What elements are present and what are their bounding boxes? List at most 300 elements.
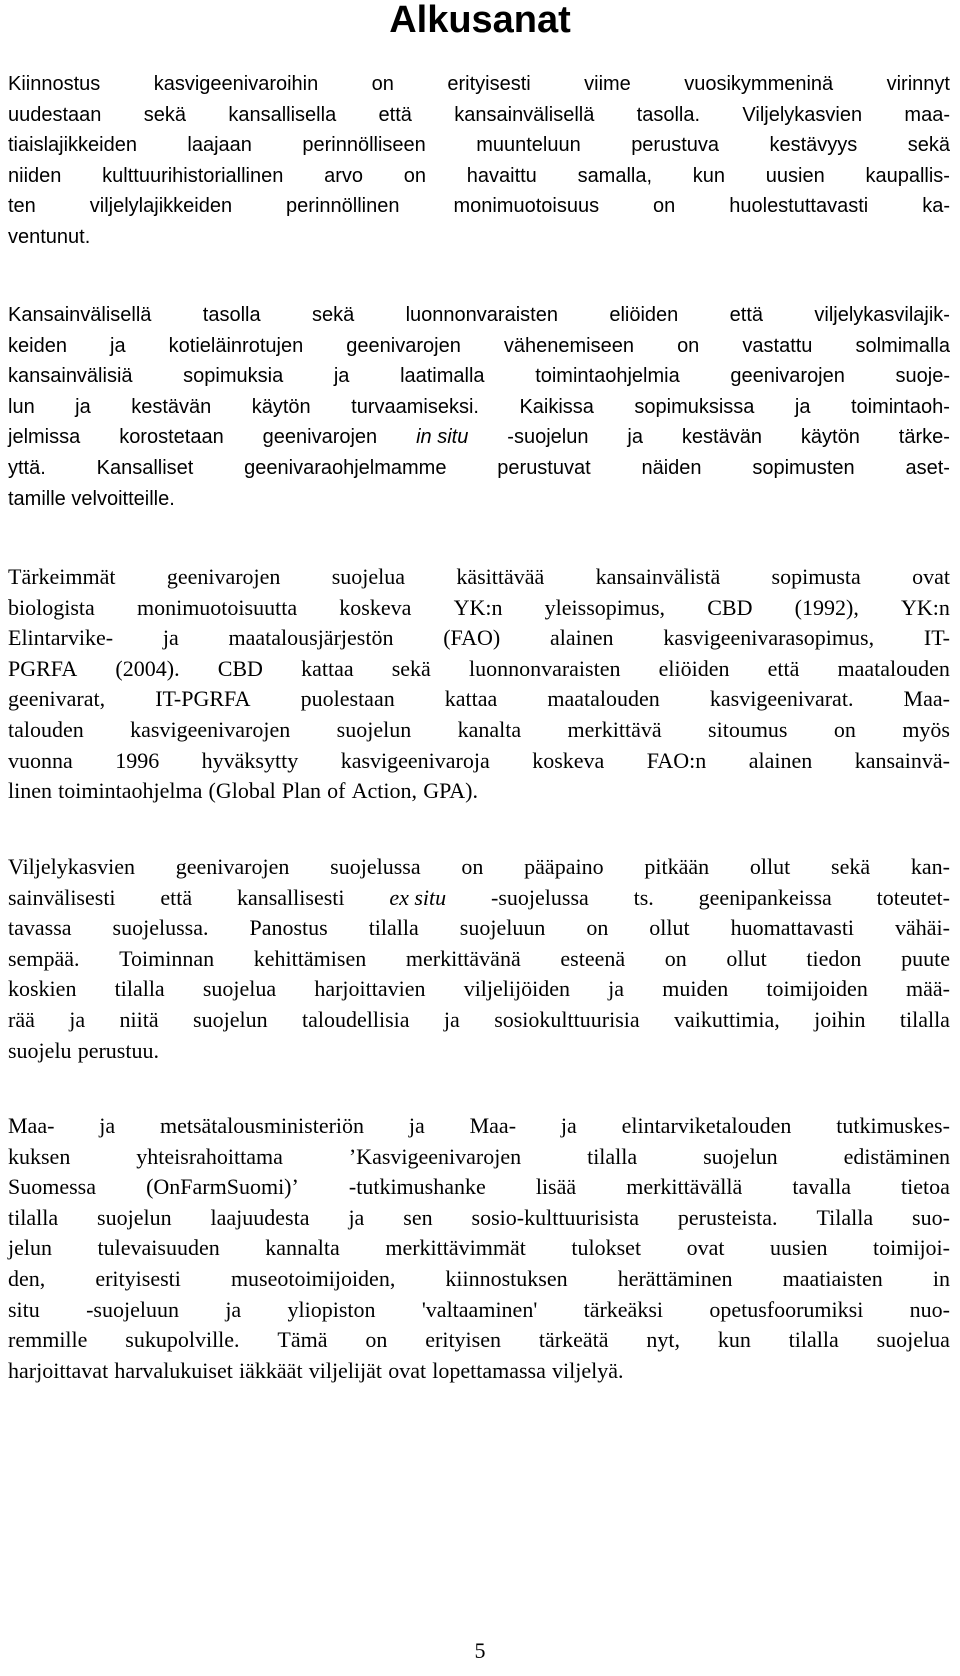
word: maa-: [904, 103, 950, 126]
word: ’Kasvigeenivarojen: [348, 1143, 522, 1169]
word: käytön: [251, 395, 311, 418]
word: ventunut.: [8, 225, 91, 248]
word: tärke-: [898, 426, 950, 449]
word: ja: [608, 976, 625, 1002]
word: sen: [403, 1204, 433, 1230]
word: perusteista.: [677, 1204, 778, 1230]
word: kotieläinrotujen: [168, 334, 304, 357]
text-line: [8, 1142, 950, 1173]
word: suoje-: [895, 365, 950, 388]
word: viljelijät: [308, 1357, 383, 1383]
word: (1992),: [794, 594, 859, 620]
word: suojelua: [876, 1327, 950, 1353]
word: IT-PGRFA: [155, 686, 251, 712]
word: arvo: [324, 164, 363, 187]
word: Kansalliset: [96, 456, 194, 479]
word: toteutet-: [876, 884, 950, 910]
word: hyväksytty: [201, 747, 299, 773]
text-line: [8, 484, 950, 515]
word: geenivarojen: [346, 334, 461, 357]
word: monimuotoisuutta: [136, 594, 298, 620]
text-line: [8, 1005, 950, 1036]
word: suojelua: [331, 564, 406, 589]
text-line: [8, 300, 950, 331]
word: luonnonvaraisten: [468, 655, 621, 681]
word: iäkkäät: [239, 1357, 303, 1383]
word: vähäi-: [895, 915, 950, 941]
word: tiaislajikkeiden: [8, 134, 137, 157]
word: 'valtaaminen': [421, 1296, 538, 1322]
word: on: [664, 945, 687, 971]
word: edistäminen: [843, 1143, 950, 1169]
word: geenipankeissa: [698, 884, 832, 910]
word: kehittämisen: [253, 945, 367, 971]
text-line: [8, 130, 950, 161]
word: ja: [225, 1296, 242, 1322]
word: lun: [8, 395, 35, 418]
word: kan-: [910, 854, 950, 879]
word: huolestuttavasti: [729, 195, 869, 218]
word: CBD: [217, 655, 263, 681]
word: suojelun: [193, 1006, 268, 1032]
word: käytön: [800, 426, 860, 449]
word: ja: [99, 1113, 116, 1138]
word: herättäminen: [617, 1265, 733, 1291]
word: eliöiden: [658, 655, 730, 681]
word: käsittävää: [456, 564, 545, 589]
word: nyt,: [646, 1327, 680, 1353]
word: in: [932, 1265, 950, 1291]
word: YK:n: [453, 594, 503, 620]
word: aset-: [905, 456, 950, 479]
text-line: [8, 776, 950, 807]
text-line: [8, 191, 950, 222]
word: kun: [717, 1327, 751, 1353]
word: ja: [333, 365, 350, 388]
word: suojelun: [97, 1204, 172, 1230]
word: että: [160, 884, 193, 910]
word: linen: [8, 778, 52, 804]
word: geenivarojen: [730, 365, 845, 388]
word: harjoittavat: [8, 1357, 109, 1383]
word: viljelijöiden: [463, 976, 571, 1002]
word: viime: [584, 73, 631, 95]
word: in situ: [416, 426, 469, 449]
word: erityisesti: [95, 1265, 181, 1291]
text-line: [8, 654, 950, 685]
word: Toiminnan: [119, 945, 215, 971]
text-line: [8, 684, 950, 715]
word: rää: [8, 1006, 35, 1032]
word: huomattavasti: [730, 915, 855, 941]
word: koskeva: [339, 594, 412, 620]
word: tilalla: [587, 1143, 638, 1169]
word: Elintarvike-: [8, 625, 114, 651]
word: Action,: [351, 778, 418, 804]
word: YK:n: [901, 594, 950, 620]
word: sekä: [391, 655, 431, 681]
word: on: [586, 915, 609, 941]
word: virinnyt: [886, 73, 950, 95]
word: ts.: [633, 884, 654, 910]
text-line: [8, 593, 950, 624]
word: solmimalla: [855, 334, 950, 357]
word: puolestaan: [300, 686, 395, 712]
word: ja: [560, 1113, 577, 1138]
word: tilalla: [788, 1327, 839, 1353]
word: sekä: [831, 854, 871, 879]
text-line: [8, 361, 950, 392]
word: koskien: [8, 976, 77, 1002]
word: den,: [8, 1265, 46, 1291]
text-line: [8, 1295, 950, 1326]
text-line: [8, 913, 950, 944]
word: tasolla.: [636, 103, 701, 126]
word: koskeva: [532, 747, 605, 773]
word: merkittävänä: [405, 945, 521, 971]
word: muiden: [662, 976, 729, 1002]
word: Kaikissa: [519, 395, 594, 418]
word: turvaamiseksi.: [351, 395, 479, 418]
word: ollut: [749, 854, 791, 879]
text-line: [8, 1356, 950, 1387]
word: harjoittavien: [314, 976, 426, 1002]
word: merkittävimmät: [385, 1235, 526, 1261]
word: of: [327, 778, 346, 804]
word: sosio-kulttuurisista: [471, 1204, 639, 1230]
word: on: [833, 716, 856, 742]
word: 1996: [115, 747, 160, 773]
word: suojelua: [202, 976, 277, 1002]
text-line: [8, 1325, 950, 1356]
word: merkittävä: [567, 716, 662, 742]
word: kanalta: [457, 716, 522, 742]
text-line: [8, 883, 950, 914]
word: kasvigeenivaroja: [340, 747, 490, 773]
word: Viljelykasvien: [742, 103, 863, 126]
word: laajuudesta: [210, 1204, 310, 1230]
word: toimijoiden: [766, 976, 868, 1002]
word: ten: [8, 195, 36, 218]
word: geenivaraohjelmamme: [244, 456, 447, 479]
word: taloudellisia: [301, 1006, 410, 1032]
word: korostetaan: [119, 426, 224, 449]
word: tutkimuskes-: [836, 1113, 950, 1138]
paragraph-2: [8, 300, 950, 514]
word: muunteluun: [476, 134, 581, 157]
word: harvalukuiset: [114, 1357, 233, 1383]
word: uusien: [765, 164, 825, 187]
word: kestävän: [131, 395, 212, 418]
word: ollut: [726, 945, 767, 971]
word: ovat: [912, 564, 950, 589]
word: situ: [8, 1296, 40, 1322]
paragraph-5: [8, 1111, 950, 1386]
word: Tämä: [277, 1327, 328, 1353]
word: tasolla: [202, 304, 261, 326]
word: FAO:n: [646, 747, 707, 773]
word: talouden: [8, 716, 84, 742]
word: (OnFarmSuomi)’: [146, 1174, 299, 1200]
word: keiden: [8, 334, 67, 357]
word: vuonna: [8, 747, 73, 773]
word: kansallisesti: [236, 884, 345, 910]
word: museotoimijoiden,: [230, 1265, 396, 1291]
word: tärkeätä: [538, 1327, 609, 1353]
word: että: [767, 655, 800, 681]
word: sopimuksissa: [634, 395, 755, 418]
word: tilalla: [899, 1006, 950, 1032]
word: toimintaohjelmia: [535, 365, 680, 388]
word: ovat: [686, 1235, 725, 1261]
word: laajaan: [187, 134, 252, 157]
word: (FAO): [443, 625, 501, 651]
text-line: [8, 1264, 950, 1295]
word: sopimuksia: [183, 365, 284, 388]
word: elintarviketalouden: [621, 1113, 792, 1138]
word: suojeluun: [459, 915, 546, 941]
word: tärkeäksi: [583, 1296, 663, 1322]
word: suojelussa: [330, 854, 421, 879]
text-line: [8, 1036, 950, 1067]
word: ja: [408, 1113, 425, 1138]
word: Plan: [281, 778, 321, 804]
word: tilalla: [114, 976, 165, 1002]
word: erityisen: [425, 1327, 501, 1353]
word: kun: [692, 164, 726, 187]
word: viljelyä.: [552, 1357, 624, 1383]
word: PGRFA: [8, 655, 78, 681]
word: toimijoi-: [873, 1235, 950, 1261]
word: metsätalousministeriön: [159, 1113, 365, 1138]
word: -suojelun: [507, 426, 589, 449]
text-line: [8, 69, 950, 100]
word: kannalta: [265, 1235, 340, 1261]
text-line: [8, 1233, 950, 1264]
text-line: [8, 222, 950, 253]
word: niiden: [8, 164, 62, 187]
word: Panostus: [249, 915, 328, 941]
word: on: [461, 854, 484, 879]
text-line: [8, 623, 950, 654]
text-line: [8, 1111, 950, 1142]
word: ja: [627, 426, 643, 449]
word: puute: [901, 945, 950, 971]
word: myös: [902, 716, 950, 742]
word: ka-: [922, 195, 950, 218]
word: kansainvä-: [854, 747, 950, 773]
word: opetusfoorumiksi: [709, 1296, 864, 1322]
word: (Global: [208, 778, 276, 804]
word: geenivarojen: [166, 564, 281, 589]
word: CBD: [707, 594, 753, 620]
text-line: [8, 100, 950, 131]
word: esteenä: [560, 945, 626, 971]
word: IT-: [923, 625, 950, 651]
paragraph-4: [8, 852, 950, 1066]
word: Kiinnostus: [8, 73, 101, 95]
word: on: [365, 1327, 388, 1353]
word: ja: [348, 1204, 365, 1230]
word: suojelun: [703, 1143, 778, 1169]
word: ex situ: [389, 884, 447, 910]
word: kasvigeenivarojen: [130, 716, 291, 742]
word: luonnonvaraisten: [405, 304, 558, 326]
word: sitoumus: [708, 716, 788, 742]
word: uudestaan: [8, 103, 102, 126]
text-line: [8, 453, 950, 484]
word: pitkään: [644, 854, 710, 879]
word: tulokset: [571, 1235, 642, 1261]
word: Maa-: [903, 686, 950, 712]
word: kiinnostuksen: [445, 1265, 568, 1291]
word: monimuotoisuus: [453, 195, 600, 218]
word: alainen: [550, 625, 614, 651]
word: toimintaohjelma: [58, 778, 203, 804]
word: sopimusten: [752, 456, 855, 479]
text-line: [8, 944, 950, 975]
word: tavalla: [792, 1174, 851, 1200]
word: -suojelussa: [491, 884, 589, 910]
word: maatalouden: [547, 686, 660, 712]
word: on: [371, 73, 394, 95]
word: niitä: [119, 1006, 159, 1032]
word: maatalousjärjestön: [228, 625, 394, 651]
word: tietoa: [901, 1174, 950, 1200]
word: ja: [443, 1006, 460, 1032]
text-line: [8, 1172, 950, 1203]
word: tavassa: [8, 915, 72, 941]
word: kulttuurihistoriallinen: [102, 164, 284, 187]
word: tamille: [8, 487, 66, 510]
paragraph-3: [8, 562, 950, 807]
word: geenivarojen: [262, 426, 378, 449]
word: kansainvälistä: [595, 564, 721, 589]
word: on: [677, 334, 700, 357]
word: vuosikymmeninä: [684, 73, 834, 95]
word: vähenemiseen: [503, 334, 634, 357]
word: sekä: [907, 134, 950, 157]
word: Suomessa: [8, 1174, 96, 1200]
word: ja: [75, 395, 91, 418]
word: kestävän: [681, 426, 762, 449]
word: perustuu.: [77, 1037, 159, 1063]
word: remmille: [8, 1327, 88, 1353]
word: ja: [110, 334, 126, 357]
word: tilalla: [8, 1204, 59, 1230]
word: kuksen: [8, 1143, 71, 1169]
word: tulevaisuuden: [97, 1235, 220, 1261]
word: biologista: [8, 594, 95, 620]
word: suojelun: [336, 716, 412, 742]
word: yleissopimus,: [544, 594, 666, 620]
word: eliöiden: [609, 304, 679, 326]
word: yliopiston: [287, 1296, 376, 1322]
text-line: [8, 161, 950, 192]
word: havaittu: [466, 164, 537, 187]
text-line: [8, 562, 950, 593]
word: Viljelykasvien: [8, 854, 135, 879]
word: geenivarat,: [8, 686, 106, 712]
text-line: [8, 331, 950, 362]
word: nuo-: [909, 1296, 950, 1322]
word: perustuva: [631, 134, 720, 157]
text-line: [8, 715, 950, 746]
word: alainen: [748, 747, 813, 773]
word: lisää: [535, 1174, 577, 1200]
word: (2004).: [115, 655, 180, 681]
text-line: [8, 852, 950, 883]
word: maatiaisten: [782, 1265, 883, 1291]
word: kansainvälisellä: [454, 103, 595, 126]
text-line: [8, 974, 950, 1005]
text-line: [8, 746, 950, 777]
text-line: [8, 422, 950, 453]
word: geenivarojen: [175, 854, 290, 879]
word: toimintaoh-: [850, 395, 950, 418]
word: sainvälisesti: [8, 884, 116, 910]
word: uusien: [770, 1235, 828, 1261]
word: velvoitteille.: [71, 487, 175, 510]
word: GPA).: [423, 778, 479, 804]
word: sosiokulttuurisia: [494, 1006, 640, 1032]
word: kestävyys: [769, 134, 858, 157]
word: ja: [794, 395, 811, 418]
word: maatalouden: [837, 655, 950, 681]
word: sempää.: [8, 945, 80, 971]
word: suojelu: [8, 1037, 72, 1063]
word: kattaa: [444, 686, 498, 712]
word: Kansainvälisellä: [8, 304, 152, 326]
word: viljelykasvilajik-: [814, 304, 950, 326]
word: suo-: [912, 1204, 950, 1230]
word: Tärkeimmät: [8, 564, 116, 589]
word: viljelylajikkeiden: [89, 195, 233, 218]
word: sukupolville.: [125, 1327, 240, 1353]
word: sekä: [143, 103, 187, 126]
word: pääpaino: [524, 854, 604, 879]
word: -suojeluun: [86, 1296, 179, 1322]
word: sopimusta: [771, 564, 861, 589]
word: perinnölliseen: [302, 134, 426, 157]
word: samalla,: [577, 164, 653, 187]
word: kansainvälisiä: [8, 365, 133, 388]
word: vaikuttimia,: [674, 1006, 780, 1032]
word: ja: [162, 625, 179, 651]
word: tiedon: [806, 945, 862, 971]
word: kasvigeenivarat.: [709, 686, 854, 712]
word: yttä.: [8, 456, 46, 479]
word: kasvigeenivaroihin: [153, 73, 319, 95]
word: Maa-: [469, 1113, 517, 1138]
word: että: [729, 304, 764, 326]
word: ollut: [649, 915, 690, 941]
paragraph-1: [8, 69, 950, 253]
word: näiden: [641, 456, 702, 479]
text-line: [8, 392, 950, 423]
text-line: [8, 1203, 950, 1234]
word: merkittävällä: [626, 1174, 743, 1200]
word: jelun: [8, 1235, 52, 1261]
word: perinnöllinen: [286, 195, 400, 218]
word: kattaa: [301, 655, 354, 681]
word: kansallisella: [228, 103, 337, 126]
page-title: Alkusanat: [389, 0, 571, 41]
word: Maa-: [8, 1113, 55, 1138]
word: on: [403, 164, 426, 187]
word: kasvigeenivarasopimus,: [663, 625, 875, 651]
word: on: [653, 195, 676, 218]
